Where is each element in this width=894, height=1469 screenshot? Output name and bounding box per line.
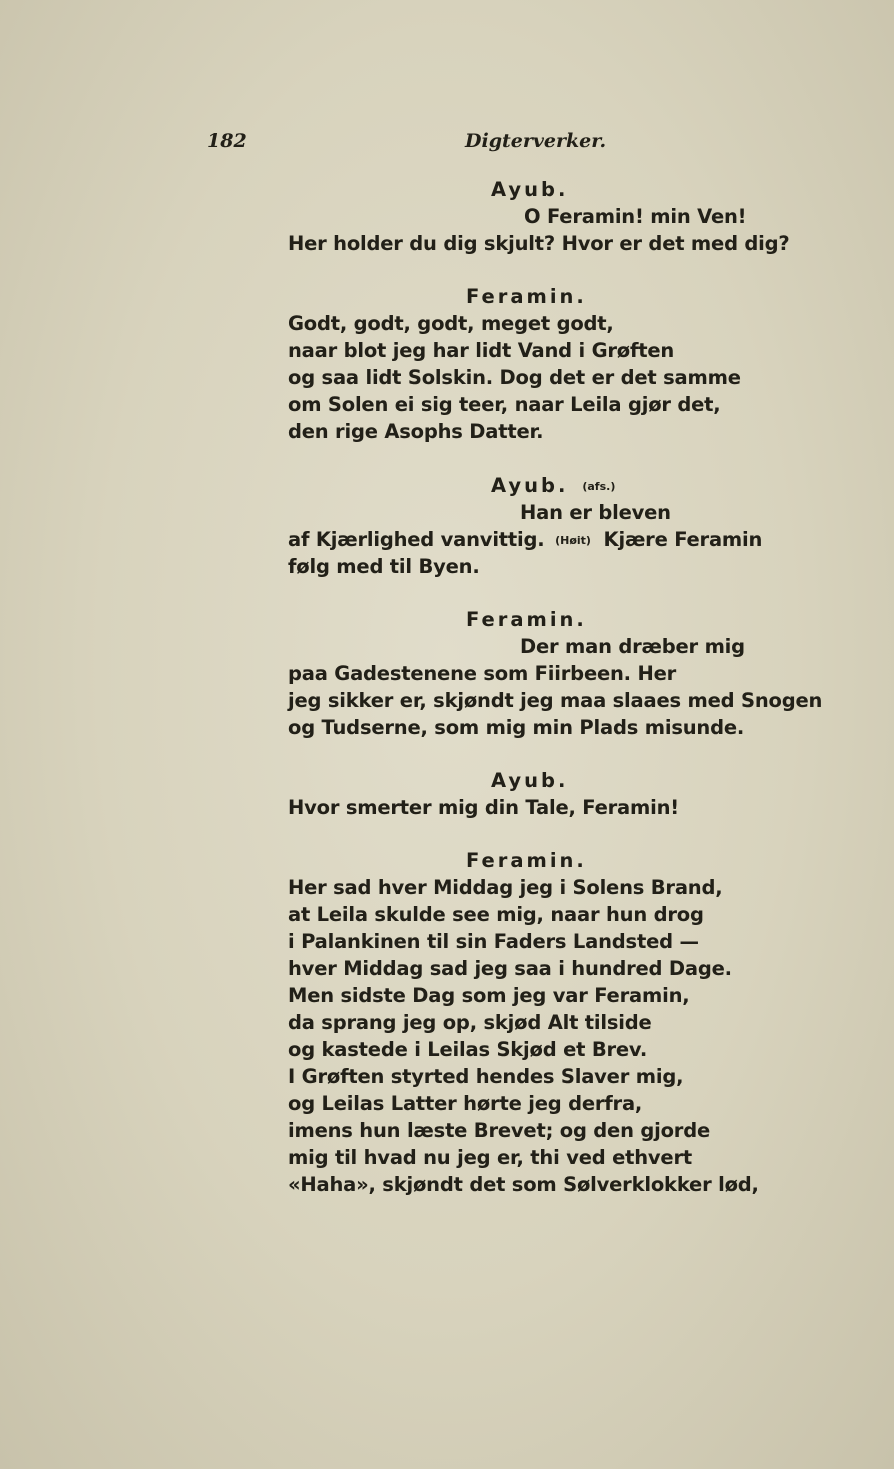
speaker-name: Feramin. — [466, 849, 587, 872]
verse-line: Godt, godt, godt, meget godt, — [288, 312, 614, 335]
verse-line: I Grøften styrted hendes Slaver mig, — [288, 1065, 684, 1088]
verse-line: paa Gadestenene som Fiirbeen. Her — [288, 662, 677, 685]
speaker-name: Ayub. — [491, 769, 569, 792]
verse-line: og Tudserne, som mig min Plads misunde. — [288, 716, 745, 739]
verse-line: da sprang jeg op, skjød Alt tilside — [288, 1011, 652, 1034]
verse-line: Han er bleven — [520, 501, 671, 524]
verse-line: mig til hvad nu jeg er, thi ved ethvert — [288, 1146, 692, 1169]
verse-line: i Palankinen til sin Faders Landsted — — [288, 930, 699, 953]
speaker-name: Ayub. — [491, 178, 569, 201]
verse-line: den rige Asophs Datter. — [288, 420, 544, 443]
page-number: 182 — [207, 130, 247, 152]
running-title: Digterverker. — [465, 130, 607, 152]
verse-line: og saa lidt Solskin. Dog det er det samme — [288, 366, 741, 389]
verse-line: Her holder du dig skjult? Hvor er det med dig? — [288, 232, 790, 255]
verse-line: og kastede i Leilas Skjød et Brev. — [288, 1038, 648, 1061]
speaker-name: Feramin. — [466, 608, 587, 631]
verse-line: Her sad hver Middag jeg i Solens Brand, — [288, 876, 723, 899]
verse-line: at Leila skulde see mig, naar hun drog — [288, 903, 704, 926]
verse-line: Men sidste Dag som jeg var Feramin, — [288, 984, 690, 1007]
verse-line: Der man dræber mig — [520, 635, 745, 658]
stage-direction: (Høit) — [555, 534, 591, 547]
speaker-name: Ayub. (afs.) — [491, 474, 616, 497]
verse-line: O Feramin! min Ven! — [524, 205, 747, 228]
verse-line: og Leilas Latter hørte jeg derfra, — [288, 1092, 643, 1115]
stage-direction: (afs.) — [582, 480, 616, 493]
verse-line: af Kjærlighed vanvittig. (Høit) Kjære Feramin — [288, 528, 763, 551]
verse-line: hver Middag sad jeg saa i hundred Dage. — [288, 957, 732, 980]
verse-line: «Haha», skjøndt det som Sølverklokker lød, — [288, 1173, 759, 1196]
verse-line: Hvor smerter mig din Tale, Feramin! — [288, 796, 679, 819]
verse-line: om Solen ei sig teer, naar Leila gjør det, — [288, 393, 721, 416]
verse-line: naar blot jeg har lidt Vand i Grøften — [288, 339, 675, 362]
verse-line: imens hun læste Brevet; og den gjorde — [288, 1119, 710, 1142]
dialogue-text — [288, 176, 828, 1198]
page-header — [0, 130, 894, 160]
verse-line: følg med til Byen. — [288, 555, 480, 578]
speaker-name: Feramin. — [466, 285, 587, 308]
verse-line: jeg sikker er, skjøndt jeg maa slaaes med Snogen — [288, 689, 823, 712]
